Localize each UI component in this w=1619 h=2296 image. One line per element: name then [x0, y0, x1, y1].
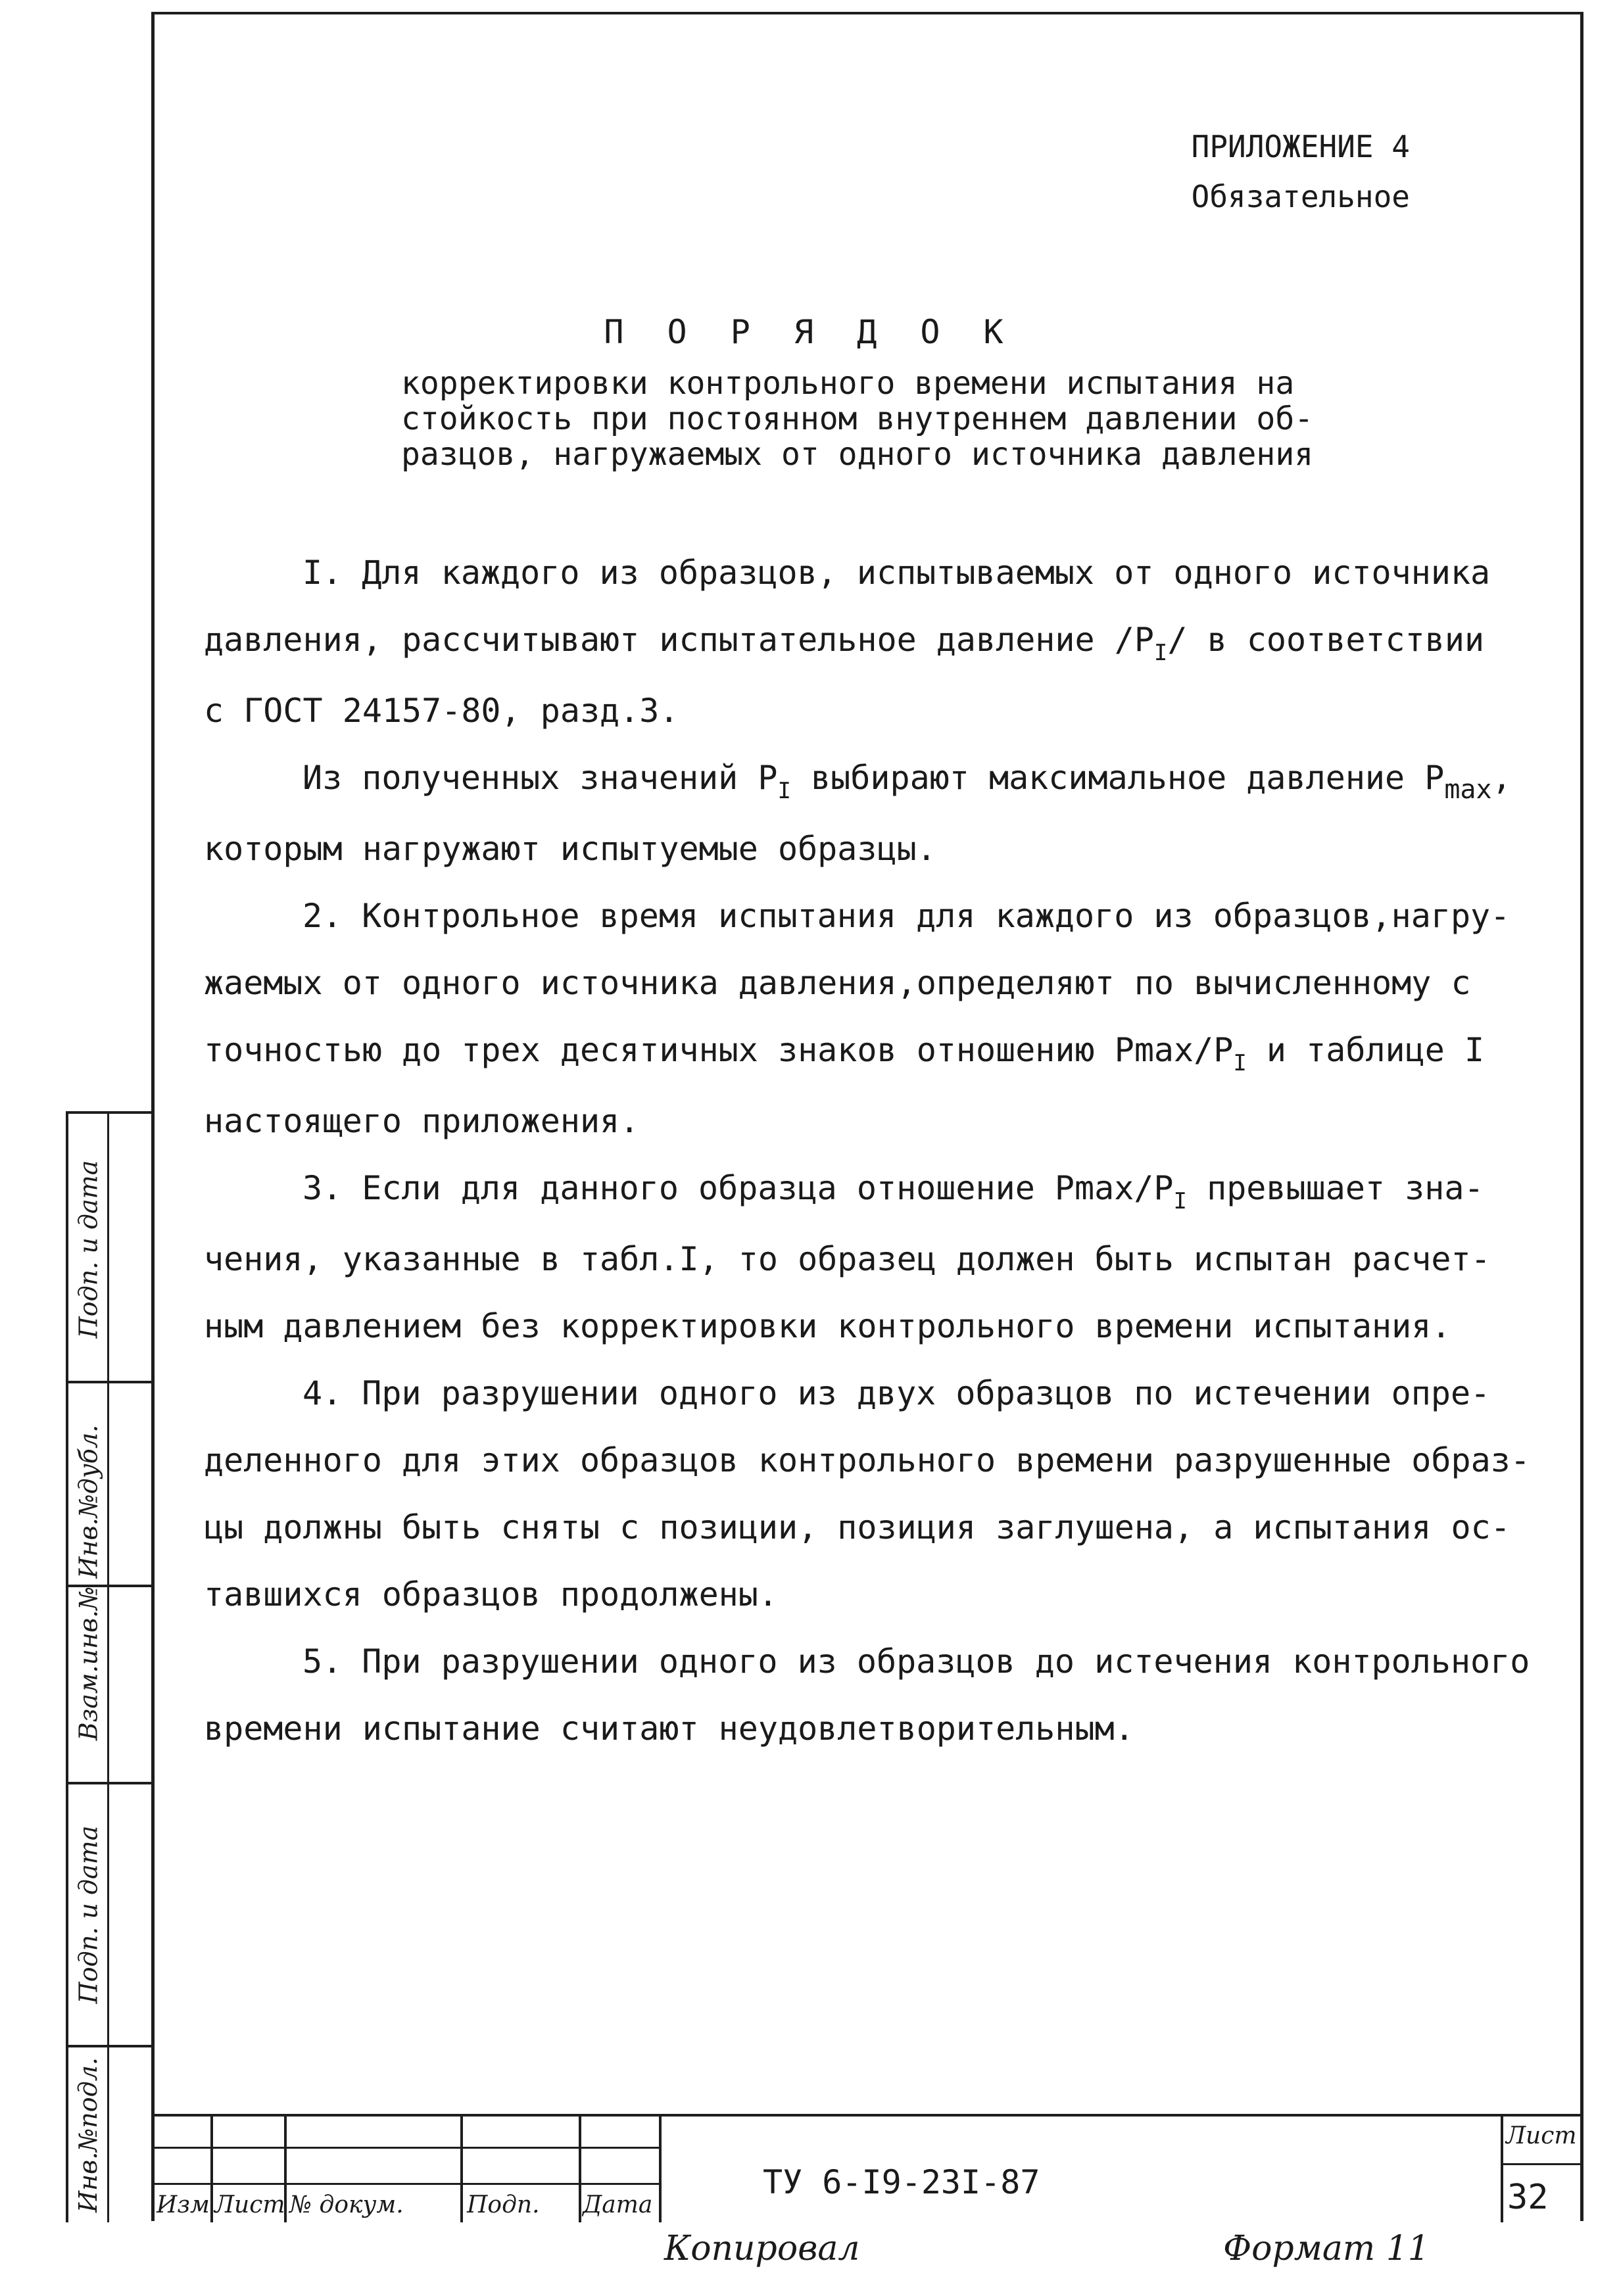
stamp-col-doc: № докум.: [289, 2191, 404, 2218]
stamp-rule: [153, 2183, 659, 2185]
copied-by: Копировал: [664, 2229, 860, 2268]
subtitle-line: корректировки контрольного времени испытания на: [401, 365, 1295, 402]
body-line: времени испытание считают неудовлетворительным.: [204, 1710, 1134, 1748]
margin-inv-dup: Взам.инв.№ Инв.№дубл.: [74, 1424, 103, 1741]
body-line: 3. Если для данного образца отношение Pmax/$P_I$ превышает зна-: [302, 1169, 1484, 1214]
body-line: которым нагружают испытуемые образцы.: [204, 830, 936, 868]
body-line: Из полученных значений $P_I$ выбирают максимальное давление $P_{max}$,: [302, 759, 1512, 805]
stamp-divider: [460, 2114, 463, 2222]
subtitle-line: разцов, нагружаемых от одного источника давления: [401, 436, 1314, 473]
stamp-col-date: Дата: [583, 2191, 653, 2218]
body-line: давления, рассчитывают испытательное давление $/P_I/$ в соответствии: [204, 621, 1485, 666]
body-line: 5. При разрушении одного из образцов до истечения контрольного: [302, 1642, 1530, 1681]
stamp-rule: [153, 2147, 659, 2149]
body-line: тавшихся образцов продолжены.: [204, 1575, 778, 1614]
body-line: точностью до трех десятичных знаков отношению Pmax/$P_I$ и таблице I: [204, 1031, 1485, 1076]
body-line: деленного для этих образцов контрольного времени разрушенные образ-: [204, 1441, 1530, 1479]
body-line: 4. При разрушении одного из двух образцов по истечении опре-: [302, 1374, 1491, 1412]
stamp-col-sign: Подп.: [467, 2191, 540, 2218]
margin-inv-orig: Инв.№подл.: [74, 2057, 103, 2213]
subtitle-line: стойкость при постоянном внутреннем давлении об-: [401, 400, 1314, 437]
document-code: ТУ 6-I9-23I-87: [763, 2163, 1040, 2201]
document-title: П О Р Я Д О К: [604, 313, 1015, 351]
format-label: Формат 11: [1223, 2229, 1430, 2268]
margin-sign-date-1: Подп. и дата: [74, 1160, 103, 1339]
body-line: чения, указанные в табл.I, то образец должен быть испытан расчет-: [204, 1240, 1491, 1278]
body-line: ным давлением без корректировки контрольного времени испытания.: [204, 1307, 1451, 1345]
sheet-number: 32: [1507, 2178, 1549, 2217]
stamp-divider: [659, 2114, 662, 2222]
body-line: 2. Контрольное время испытания для каждого из образцов,нагру-: [302, 897, 1510, 935]
stamp-col-izm: Изм: [157, 2191, 210, 2218]
body-line: настоящего приложения.: [204, 1102, 640, 1140]
document-subtitle: [401, 366, 1388, 472]
stamp-divider: [579, 2114, 581, 2222]
body-text: [204, 539, 1572, 1762]
body-line: жаемых от одного источника давления,определяют по вычисленному с: [204, 964, 1471, 1002]
body-line: с ГОСТ 24157-80, разд.3.: [204, 692, 679, 730]
body-line: I. Для каждого из образцов, испытываемых от одного источника: [302, 554, 1491, 592]
stamp-rule: [1501, 2163, 1583, 2165]
stamp-divider: [210, 2114, 213, 2222]
margin-sign-date-2: Подп. и дата: [74, 1825, 103, 2004]
appendix-status: Обязательное: [1191, 179, 1410, 214]
stamp-col-list: Лист: [214, 2191, 285, 2218]
body-line: цы должны быть сняты с позиции, позиция заглушена, а испытания ос-: [204, 1508, 1510, 1546]
stamp-divider: [1501, 2114, 1503, 2222]
appendix-title: ПРИЛОЖЕНИЕ 4: [1191, 129, 1410, 164]
sheet-label: Лист: [1506, 2122, 1577, 2149]
